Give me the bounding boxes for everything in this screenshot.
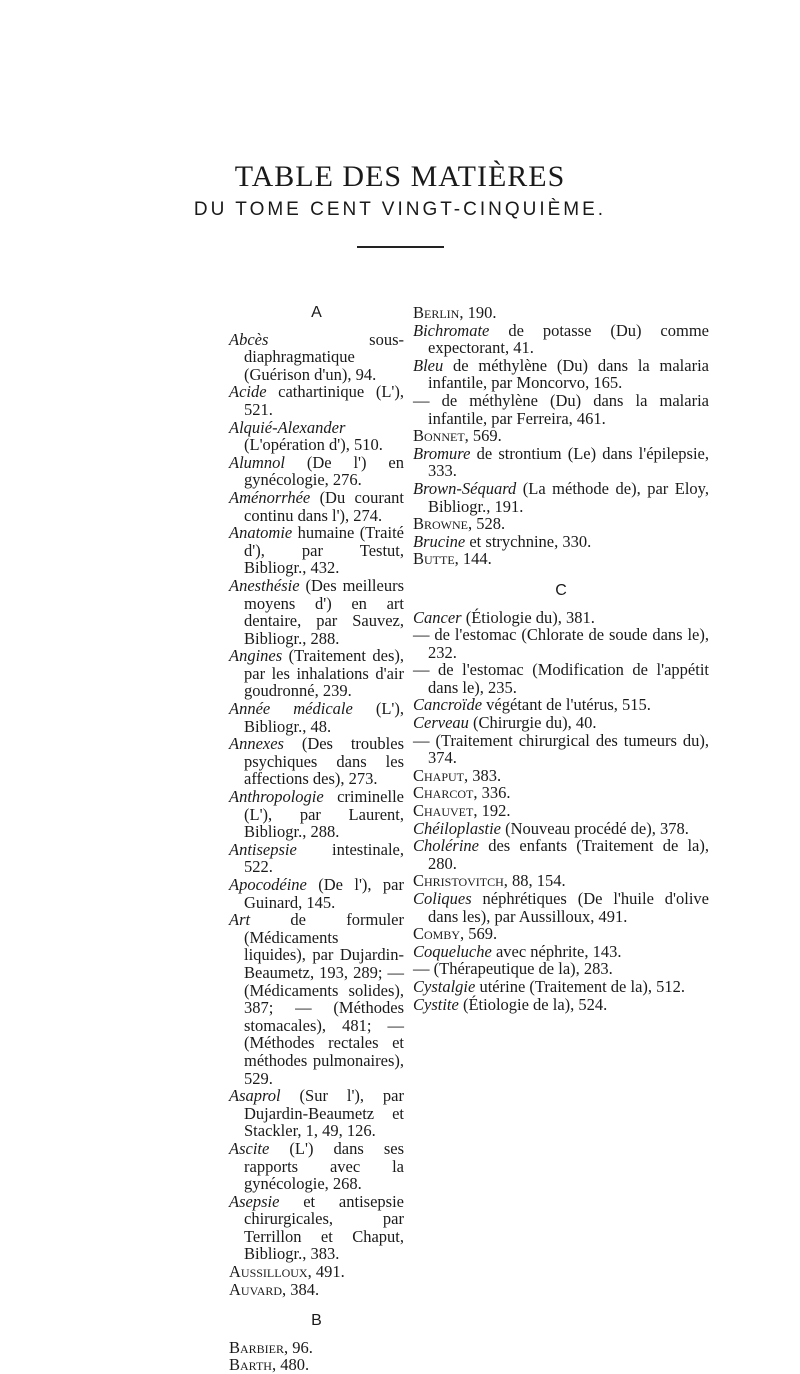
entry-text: (Du courant continu dans l'), 274.: [244, 487, 404, 525]
index-entry: [229, 876, 404, 911]
entry-heading: Anatomie: [229, 523, 293, 543]
entry-heading: Asepsie: [229, 1191, 280, 1211]
entry-heading: Bonnet: [413, 426, 465, 446]
author-entry: [229, 1356, 404, 1374]
entry-heading: Acide: [229, 382, 267, 402]
entry-heading: Art: [229, 910, 251, 930]
index-entry: [229, 1140, 404, 1193]
page-subtitle: DU TOME CENT VINGT-CINQUIÈME.: [193, 199, 607, 220]
entry-heading: Comby: [413, 924, 461, 944]
index-entry: [413, 978, 709, 996]
index-entry: [229, 841, 404, 876]
index-entry: [413, 890, 709, 925]
author-entry: [413, 304, 709, 322]
entry-text: , 336.: [473, 783, 511, 803]
author-entry: [413, 925, 709, 943]
index-entry: [229, 911, 404, 1087]
entry-text: de potasse (Du) comme expectorant, 41.: [428, 320, 709, 358]
entry-text: , 88, 154.: [503, 871, 566, 891]
entry-text: de méthylène (Du) dans la malaria infantile, par Moncorvo, 165.: [428, 355, 709, 393]
index-entry: [413, 626, 709, 661]
entry-text: , 569.: [464, 426, 502, 446]
entry-text: (Nouveau procédé de), 378.: [501, 818, 689, 838]
index-entry: [229, 1193, 404, 1263]
index-column-right: [413, 304, 709, 1013]
entry-text: cathartinique (L'), 521.: [244, 382, 404, 419]
entry-heading: Christovitch: [413, 871, 504, 891]
author-entry: [413, 802, 709, 820]
entry-heading: Charcot: [413, 783, 474, 803]
entry-text: végétant de l'utérus, 515.: [482, 695, 651, 715]
index-entry: [229, 1087, 404, 1140]
entry-text: intestinale, 522.: [244, 839, 404, 877]
author-entry: [413, 515, 709, 533]
entry-heading: Coqueluche: [413, 941, 492, 961]
entry-text: , 383.: [464, 765, 502, 785]
entry-text: — (Thérapeutique de la), 283.: [413, 959, 613, 979]
entry-heading: Ascite: [229, 1138, 270, 1158]
page-title: TABLE DES MATIÈRES: [234, 160, 566, 194]
entry-heading: Alumnol: [229, 452, 285, 472]
entry-heading: Cholérine: [413, 836, 479, 856]
entry-text: et strychnine, 330.: [465, 531, 592, 551]
index-entry: [413, 696, 709, 714]
entry-text: de strontium (Le) dans l'épilepsie, 333.: [428, 443, 709, 481]
entry-text: , 190.: [459, 303, 497, 322]
index-entry: [229, 524, 404, 577]
entry-text: néphrétiques (De l'huile d'olive dans les), par Aussilloux, 491.: [428, 889, 709, 926]
index-entry: [413, 533, 709, 551]
index-entry: [413, 661, 709, 696]
entry-heading: Bleu: [413, 355, 444, 375]
entry-text: (Traitement des), par les inhalations d'air goudronné, 239.: [244, 646, 404, 701]
entry-text: criminelle (L'), par Laurent, Bibliogr., 288.: [244, 787, 404, 842]
entry-text: — de l'estomac (Chlorate de soude dans le), 232.: [413, 625, 709, 662]
entry-heading: Coliques: [413, 889, 472, 908]
entry-text: , 528.: [468, 514, 506, 534]
index-entry: [413, 480, 709, 515]
entry-heading: Cancer: [413, 607, 462, 627]
index-entry: [413, 996, 709, 1014]
index-entry: [413, 943, 709, 961]
entry-text: (Étiologie de la), 524.: [458, 994, 608, 1014]
author-entry: [413, 784, 709, 802]
index-entry: [413, 837, 709, 872]
entry-text: humaine (Traité d'), par Testut, Bibliogr., 432.: [244, 523, 404, 578]
entry-text: avec néphrite, 143.: [491, 941, 622, 961]
entry-heading: Cancroïde: [413, 695, 483, 715]
entry-text: , 96.: [284, 1337, 313, 1357]
entry-heading: Angines: [229, 646, 283, 666]
entry-text: — de l'estomac (Modification de l'appétit dans le), 235.: [413, 660, 709, 697]
entry-heading: Chéiloplastie: [413, 818, 501, 838]
entry-heading: Alquié-Alexander: [229, 417, 346, 437]
title-divider: [357, 246, 444, 248]
entry-heading: Abcès: [229, 329, 269, 349]
entry-text: , 480.: [271, 1355, 310, 1374]
index-entry: [413, 392, 709, 427]
entry-heading: Browne: [413, 514, 468, 534]
entry-heading: Auvard: [229, 1279, 283, 1299]
index-entry: [413, 820, 709, 838]
entry-text: des enfants (Traitement de la), 280.: [428, 836, 709, 873]
entry-text: de formuler (Médicaments liquides), par Dujardin-Beaumetz, 193, 289; — (Médicaments solides), 387; — (Méthodes stomacales), 481; — (Méthodes rectales et méthodes pulmonaires), 529.: [244, 910, 404, 1088]
entry-text: (Des troubles psychiques dans les affections des), 273.: [244, 734, 404, 789]
entry-text: et antisepsie chirurgicales, par Terrillon et Chaput, Bibliogr., 383.: [244, 1191, 404, 1264]
author-entry: [413, 767, 709, 785]
entry-text: (L'), Bibliogr., 48.: [244, 699, 405, 736]
entry-text: , 144.: [454, 549, 492, 569]
entry-text: (Chirurgie du), 40.: [468, 713, 597, 733]
index-entry: [229, 647, 404, 700]
index-entry: [229, 331, 404, 384]
entry-heading: Asaprol: [229, 1086, 281, 1106]
entry-text: sous-diaphragmatique (Guérison d'un), 94.: [244, 329, 404, 384]
section-letter: A: [311, 304, 322, 321]
index-entry: [413, 714, 709, 732]
index-entry: [229, 577, 404, 647]
entry-text: (L'opération d'), 510.: [244, 435, 383, 455]
entry-heading: Apocodéine: [229, 875, 307, 894]
author-entry: [413, 872, 709, 890]
index-entry: [413, 357, 709, 392]
author-entry: [413, 427, 709, 445]
author-entry: [229, 1281, 404, 1299]
entry-heading: Chaput: [413, 765, 465, 785]
entry-heading: Chauvet: [413, 801, 474, 821]
entry-heading: Aussilloux: [229, 1262, 308, 1282]
index-entry: [413, 960, 709, 978]
index-entry: [413, 609, 709, 627]
entry-heading: Anesthésie: [229, 575, 300, 595]
entry-text: — de méthylène (Du) dans la malaria infantile, par Ferreira, 461.: [413, 390, 709, 428]
entry-text: utérine (Traitement de la), 512.: [475, 976, 686, 996]
entry-heading: Brucine: [413, 531, 466, 551]
entry-text: (Des meilleurs moyens d') en art dentaire, par Sauvez, Bibliogr., 288.: [244, 575, 404, 648]
entry-text: (Étiologie du), 381.: [461, 607, 595, 627]
author-entry: [413, 550, 709, 568]
entry-text: (La méthode de), par Eloy, Bibliogr., 191.: [428, 478, 709, 516]
index-entry: [229, 454, 404, 489]
entry-text: (De l'), par Guinard, 145.: [244, 875, 404, 912]
entry-text: (Sur l'), par Dujardin-Beaumetz et Stackler, 1, 49, 126.: [244, 1086, 404, 1141]
index-column-left: [229, 304, 404, 1374]
entry-heading: Annexes: [229, 734, 284, 754]
entry-heading: Cystalgie: [413, 976, 476, 996]
entry-heading: Brown-Séquard: [413, 478, 517, 498]
index-entry: [229, 700, 404, 735]
entry-text: , 491.: [307, 1262, 345, 1282]
index-entry: [229, 788, 404, 841]
author-entry: [229, 1339, 404, 1357]
entry-text: , 569.: [460, 924, 498, 944]
entry-heading: Barbier: [229, 1337, 285, 1357]
entry-text: (De l') en gynécologie, 276.: [244, 452, 404, 490]
entry-text: , 192.: [473, 801, 511, 821]
entry-heading: Antisepsie: [229, 839, 297, 859]
section-letter: B: [311, 1312, 322, 1330]
entry-heading: Cystite: [413, 994, 459, 1014]
entry-heading: Aménorrhée: [229, 487, 311, 507]
index-entry: [413, 322, 709, 357]
index-entry: [229, 489, 404, 524]
index-entry: [229, 735, 404, 788]
section-letter: C: [555, 581, 567, 599]
entry-heading: Année médicale: [229, 699, 353, 719]
entry-heading: Bromure: [413, 443, 471, 463]
entry-text: (L') dans ses rapports avec la gynécologie, 268.: [244, 1138, 404, 1194]
entry-heading: Bichromate: [413, 320, 490, 340]
entry-heading: Cerveau: [413, 713, 469, 733]
entry-text: — (Traitement chirurgical des tumeurs du), 374.: [413, 730, 709, 768]
entry-heading: Butte: [413, 549, 455, 569]
index-entry: [229, 419, 404, 454]
index-entry: [229, 383, 404, 418]
author-entry: [229, 1263, 404, 1281]
entry-heading: Berlin: [413, 303, 460, 322]
entry-heading: Barth: [229, 1355, 272, 1374]
entry-text: , 384.: [282, 1279, 320, 1299]
index-entry: [413, 445, 709, 480]
index-entry: [413, 732, 709, 767]
entry-heading: Anthropologie: [229, 787, 324, 807]
